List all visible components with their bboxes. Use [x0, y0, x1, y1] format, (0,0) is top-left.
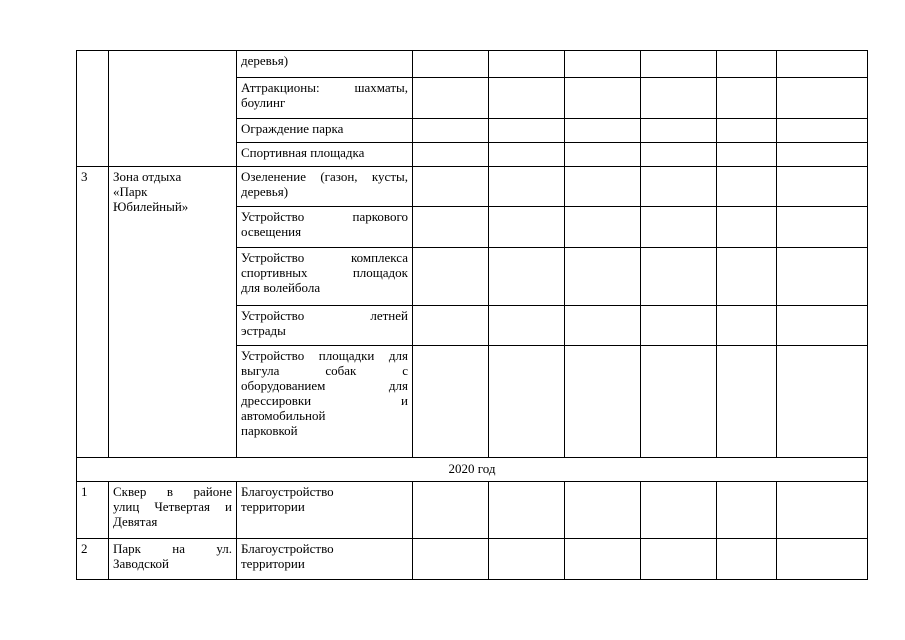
cell-num — [77, 51, 109, 167]
cell-work: Аттракционы: шахматы, боулинг — [237, 78, 413, 119]
cell-work: Устройство летней эстрады — [237, 306, 413, 346]
table-row — [77, 51, 868, 78]
year-header-row — [77, 458, 868, 482]
cell-work: Устройство комплекса спортивных площадок для волейбола — [237, 248, 413, 306]
year-header: 2020 год — [77, 458, 868, 482]
cell-object: Сквер в районе улиц Четвертая и Девятая — [109, 482, 237, 539]
cell-num: 2 — [77, 539, 109, 580]
cell-work: деревья) — [237, 51, 413, 78]
cell-object — [109, 51, 237, 167]
cell-work: Ограждение парка — [237, 119, 413, 143]
cell-work: Устройство площадки для выгула собак с оборудованием для дрессировки и автомобильной парковкой — [237, 346, 413, 458]
table-row — [77, 482, 868, 539]
cell-object: Парк на ул. Заводской — [109, 539, 237, 580]
works-table — [76, 50, 868, 580]
cell-work: Благоустройство территории — [237, 482, 413, 539]
table-row — [77, 167, 868, 207]
cell-object: Зона отдыха «Парк Юбилейный» — [109, 167, 237, 458]
cell-num: 3 — [77, 167, 109, 458]
cell-work: Спортивная площадка — [237, 143, 413, 167]
cell-work: Устройство паркового освещения — [237, 207, 413, 248]
cell-num: 1 — [77, 482, 109, 539]
table-row — [77, 539, 868, 580]
cell-work: Озеленение (газон, кусты, деревья) — [237, 167, 413, 207]
cell-work: Благоустройство территории — [237, 539, 413, 580]
